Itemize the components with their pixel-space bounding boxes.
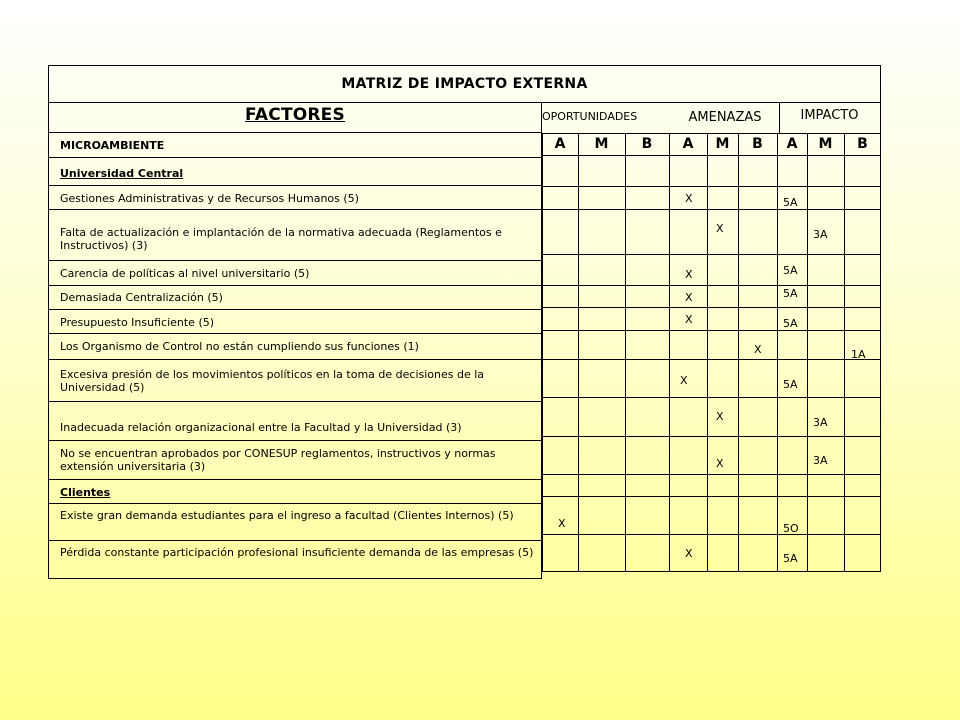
grid-line — [542, 254, 881, 255]
divider — [48, 359, 542, 360]
mark-amenaza: X — [685, 291, 693, 304]
mark-impacto: 1A — [851, 348, 866, 361]
mark-amenaza: X — [685, 192, 693, 205]
sub-header-m: M — [594, 136, 609, 152]
divider — [48, 209, 542, 210]
grid-line — [542, 209, 881, 210]
factor-row: Excesiva presión de los movimientos políticos en la toma de decisiones de la Universidad (5) — [60, 368, 485, 394]
matrix-title: MATRIZ DE IMPACTO EXTERNA — [341, 76, 588, 92]
amenazas-header: AMENAZAS — [688, 110, 762, 125]
divider — [48, 401, 542, 402]
divider — [48, 260, 542, 261]
divider — [48, 157, 542, 158]
mark-amenaza: X — [685, 268, 693, 281]
mark-impacto: 3A — [813, 228, 828, 241]
divider — [48, 440, 542, 441]
mark-amenaza: X — [685, 547, 693, 560]
factor-row: Demasiada Centralización (5) — [60, 291, 223, 304]
mark-amenaza: X — [754, 343, 762, 356]
grid-line — [542, 133, 543, 571]
mark-impacto: 5A — [783, 317, 798, 330]
grid-line — [542, 571, 881, 572]
sub-header-a: A — [682, 136, 694, 152]
factor-row: Inadecuada relación organizacional entre la Facultad y la Universidad (3) — [60, 421, 462, 434]
grid-line — [625, 133, 626, 571]
grid-line — [542, 155, 881, 156]
mark-impacto: 5A — [783, 196, 798, 209]
mark-impacto: 5A — [783, 287, 798, 300]
factor-row: Gestiones Administrativas y de Recursos Humanos (5) — [60, 192, 359, 205]
factor-row: Los Organismo de Control no están cumpliendo sus funciones (1) — [60, 340, 419, 353]
grid-line — [880, 133, 881, 571]
mark-impacto: 5A — [783, 552, 798, 565]
sub-header-a: A — [786, 136, 798, 152]
sub-header-b: B — [857, 136, 868, 152]
grid-line — [542, 285, 881, 286]
divider — [48, 132, 542, 133]
grid-line — [542, 133, 881, 134]
divider — [48, 503, 542, 504]
microambiente-label: MICROAMBIENTE — [60, 139, 165, 152]
mark-amenaza: X — [685, 313, 693, 326]
grid-line — [844, 133, 845, 571]
factor-row: Pérdida constante participación profesional insuficiente demanda de las empresas (5) — [60, 546, 534, 559]
grid-line — [542, 330, 881, 331]
mark-impacto: 5A — [783, 378, 798, 391]
divider — [48, 185, 542, 186]
grid-line — [880, 103, 881, 133]
mark-impacto: 3A — [813, 416, 828, 429]
grid-line — [542, 496, 881, 497]
mark-amenaza: X — [680, 374, 688, 387]
divider — [48, 479, 542, 480]
divider — [48, 540, 542, 541]
mark-amenaza: X — [716, 222, 724, 235]
factor-row: Existe gran demanda estudiantes para el ingreso a facultad (Clientes Internos) (5) — [60, 509, 514, 522]
grid-line — [542, 436, 881, 437]
oportunidades-header: OPORTUNIDADES — [542, 110, 638, 123]
sub-header-a: A — [554, 136, 566, 152]
factor-row: Falta de actualización e implantación de la normativa adecuada (Reglamentos e Instructivos) (3) — [60, 226, 502, 252]
factor-row: No se encuentran aprobados por CONESUP reglamentos, instructivos y normas extensión universitaria (3) — [60, 447, 496, 473]
grid-line — [542, 474, 881, 475]
mark-impacto: 5O — [783, 522, 799, 535]
sub-header-m: M — [818, 136, 833, 152]
grid-line — [807, 133, 808, 571]
mark-amenaza: X — [716, 457, 724, 470]
mark-amenaza: X — [716, 410, 724, 423]
divider — [48, 285, 542, 286]
mark-oportunidad: X — [558, 517, 566, 530]
impacto-header: IMPACTO — [800, 108, 859, 123]
factor-row: Carencia de políticas al nivel universitario (5) — [60, 267, 310, 280]
divider — [48, 333, 542, 334]
grid-line — [542, 534, 881, 535]
sub-header-b: B — [641, 136, 653, 152]
section-universidad-central: Universidad Central — [60, 167, 184, 180]
mark-impacto: 5A — [783, 264, 798, 277]
factor-row: Presupuesto Insuficiente (5) — [60, 316, 215, 329]
factores-header: FACTORES — [245, 105, 345, 125]
grid-line — [738, 133, 739, 571]
divider — [48, 309, 542, 310]
grid-line — [779, 103, 780, 133]
grid-line — [669, 133, 670, 571]
grid-line — [542, 359, 881, 360]
sub-header-m: M — [715, 136, 730, 152]
grid-line — [777, 133, 778, 571]
grid-line — [707, 133, 708, 571]
sub-header-b: B — [752, 136, 763, 152]
grid-line — [578, 133, 579, 571]
mark-impacto: 3A — [813, 454, 828, 467]
grid-line — [542, 397, 881, 398]
section-clientes: Clientes — [60, 486, 111, 499]
grid-line — [542, 186, 881, 187]
grid-line — [542, 307, 881, 308]
